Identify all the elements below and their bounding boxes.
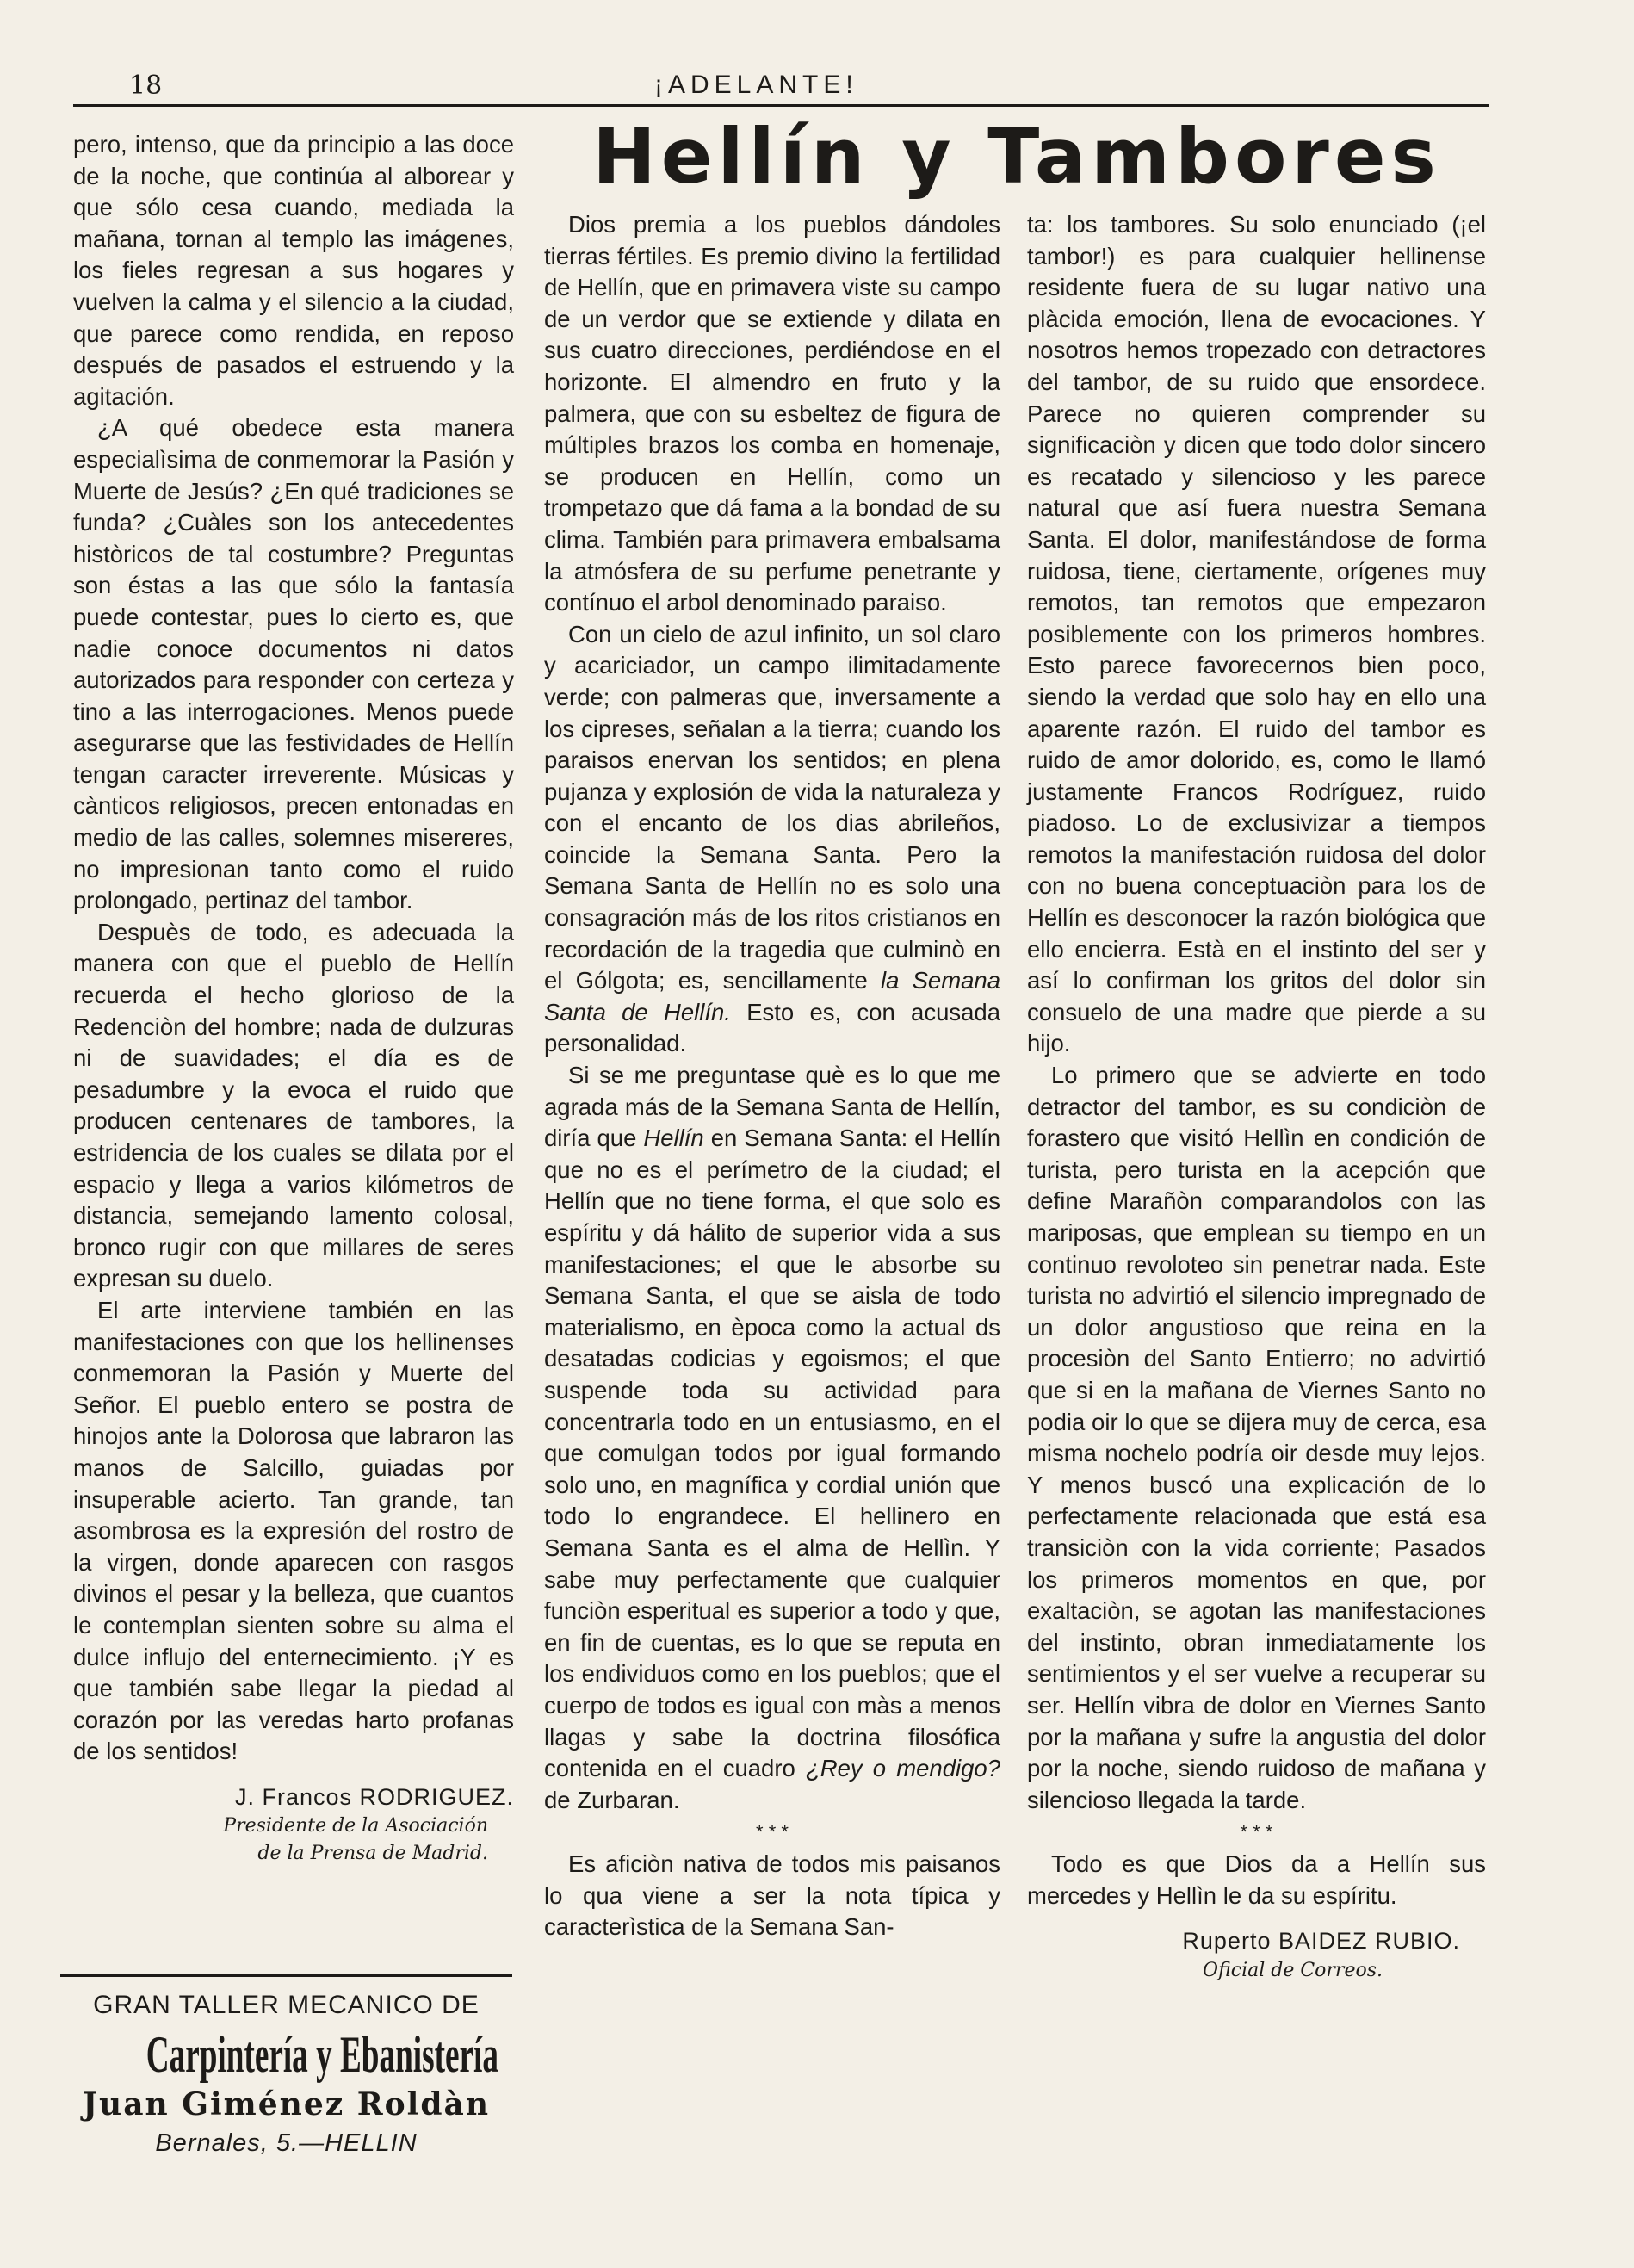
left-paragraph: Despuès de todo, es adecuada la manera con que el pueblo de Hellín recuerda el hecho glorioso de la Redenciòn del hombre; nada de dulzuras ni de suavidades; el día es de pesadumbre y la evoca el ruido que producen centenares de tambores, la estridencia de los cuales se dilata por el espacio y llega a varios kilómetros de distancia, semejando lamento colosal, bronco rugir con que millares de seres expresan su duelo. <box>73 918 514 1292</box>
mid-paragraph <box>544 619 1000 1060</box>
advertisement-rule <box>60 1974 512 1977</box>
left-author-role-2: de la Prensa de Madrid. <box>257 1843 488 1865</box>
ad-line-1: GRAN TALLER MECANICO DE <box>93 1991 480 2019</box>
ad-owner-name: Juan Giménez Roldàn <box>83 2086 490 2122</box>
ad-address: Bernales, 5.—HELLIN <box>155 2129 418 2157</box>
mid-italic-word: Hellín <box>643 1125 704 1152</box>
mid-paragraph: Es aficiòn nativa de todos mis paisanos lo qua viene a ser la nota típica y caracterìstica de la Semana San- <box>544 1850 1000 1941</box>
article-title: Hellín y Tambores <box>592 112 1441 201</box>
article-author-name: Ruperto BAIDEZ RUBIO. <box>1182 1928 1460 1955</box>
mid-paragraph <box>544 1060 1000 1816</box>
left-author-name: J. Francos RODRIGUEZ. <box>234 1783 514 1810</box>
mid-italic-title: ¿Rey o mendigo? <box>805 1755 1001 1782</box>
mid-paragraph-end: Esto es, con acusada personalidad. <box>544 998 1001 1057</box>
right-paragraph: Todo es que Dios da a Hellín sus mercedes y Hellìn le da su espíritu. <box>1027 1850 1486 1909</box>
mid-paragraph: Dios premia a los pueblos dándoles tierras fértiles. Es premio divino la fertilidad de Hellín, que en primavera viste su campo de un verdor que se extiende y dilata en sus cuatro direcciones, perdiéndose en el horizonte. El almendro en fruto y la palmera, que con su esbeltez de figura de múltiples brazos los comba en homenaje, se producen en Hellín, como un trompetazo que dá fama a la bondad de su clima. También para primavera embalsama la atmósfera de su perfume penetrante y contínuo el arbol denominado paraiso. <box>544 211 1000 617</box>
page-number: 18 <box>129 71 163 101</box>
left-paragraph: pero, intenso, que da principio a las doce de la noche, que continúa al alborear y que sólo cesa cuando, mediada la mañana, tornan al templo las imágenes, los fieles regresan a sus hogares y vuelven la calma y el silencio a la ciudad, que parece como rendida, en reposo después de pasados el estruendo y la agitación. <box>73 131 514 410</box>
right-paragraph: ta: los tambores. Su solo enunciado (¡el tambor!) es para cualquier hellinense residente fuera de su lugar nativo una plàcida emoción, llena de evocaciones. Y nosotros hemos tropezado con detractores del tambor, de su ruido que ensordece. Parece no quieren comprender su significaciòn y dicen que todo dolor sincero es recatado y silencioso y les parece natural que así fuera nuestra Semana Santa. El dolor, manifestándose de forma ruidosa, tiene, ciertamente, orígenes muy remotos, tan remotos que empezaron posiblemente con los primeros hombres. Esto parece favorecernos bien poco, siendo la verdad que solo hay en ello una aparente razón. El ruido del tambor es ruido de amor dolorido, es, como le llamó justamente Francos Rodríguez, ruido piadoso. Lo de exclusivizar a tiempos remotos la manifestación ruidosa del dolor con no buena conceptuaciòn para los de Hellín es desconocer la razón biológica que ello encierra. Està en el instinto del ser y así lo confirman los gritos del dolor sin consuelo de una madre que pierde a su hijo. <box>1027 211 1486 1057</box>
ad-business-name: Carpintería y Ebanistería <box>145 2026 498 2083</box>
right-column <box>1027 209 1486 1985</box>
mid-paragraph-rest: en Semana Santa: el Hellín que no es el perímetro de la ciudad; el Hellín que no tiene forma, el que solo es espíritu y dá hálito de superior vida a sus manifestaciones; el que le absorbe su Semana Santa, el que se aisla de todo materialismo, en època como la actual ds desatadas codicias y egoismos; el que suspende toda su actividad para concentrarla todo en un entusiasmo, en el que comulgan todos por igual formando solo uno, en magnífica y cordial unión que todo lo engrandece. El hellinero en Semana Santa es el alma de Hellìn. Y sabe muy perfectamente que cualquier funciòn esperitual es superior a todo y que, en fin de cuentas, es lo que se reputa en los endividuos como en los pueblos; que el cuerpo de todos es igual con màs a menos llagas y sabe la doctrina filosófica contenida en el cuadro <box>544 1125 1001 1782</box>
left-paragraph: ¿A qué obedece esta manera especialìsima de conmemorar la Pasión y Muerte de Jesús? ¿En qué tradiciones se funda? ¿Cuàles son los antecedentes històricos de tal costumbre? Preguntas son éstas a las que sólo la fantasía puede contestar, pues lo cierto es, que nadie conoce documentos ni datos autorizados para responder con certeza y tino a las interrogaciones. Menos puede asegurarse que las festividades de Hellín tengan caracter irreverente. Músicas y cànticos religiosos, precen entonadas en medio de las calles, solemnes misereres, no impresionan tanto como el ruido prolongado, pertinaz del tambor. <box>73 414 514 914</box>
left-column <box>73 129 514 1868</box>
right-paragraph: Lo primero que se advierte en todo detractor del tambor, es su condiciòn de forastero que visitó Hellìn en condición de turista, pero turista en la acepción que define Marañòn comparandolos con las mariposas, que emplean su tiempo en un continuo revoloteo sin penetrar nada. Este turista no advirtió el silencio impregnado de un dolor angustioso que reina en la procesiòn del Santo Entierro; no advirtió que si en la mañana de Viernes Santo no podia oir lo que se dijera muy de cerca, esa misma nochelo podría oir desde muy lejos. Y menos buscó una explicación de lo perfectamente relacionada que está esa transiciòn con la vida corriente; Pasados los primeros momentos en que, por exaltaciòn, se agotan las manifestaciones del instinto, obran inmediatamente los sentimientos y el ser vuelve a recuperar su ser. Hellín vibra de dolor en Viernes Santo por la mañana y sufre la angustia del dolor por la noche, siendo ruidoso de mañana y silencioso llegada la tarde. <box>1027 1062 1486 1813</box>
header-rule <box>73 104 1489 107</box>
publication-title: ¡ADELANTE! <box>654 71 858 99</box>
left-author-role-1: Presidente de la Asociación <box>223 1815 488 1837</box>
mid-paragraph-end: de Zurbaran. <box>544 1786 680 1813</box>
separator-stars: * * * <box>756 1821 789 1844</box>
mid-italic-phrase: la Semana Santa de Hellín. <box>544 967 1001 1026</box>
mid-paragraph-text: Si se me preguntase què es lo que me agrada más de la Semana Santa de Hellín, diría que <box>544 1062 1000 1152</box>
separator-stars: * * * <box>1240 1821 1273 1844</box>
left-paragraph: El arte interviene también en las manifestaciones con que los hellinenses conmemoran la Pasión y Muerte del Señor. El pueblo entero se postra de hinojos ante la Dolorosa que labraron las manos de Salcillo, guiadas por insuperable acierto. Tan grande, tan asombrosa es la expresión del rostro de la virgen, donde aparecen con rasgos divinos el pesar y la belleza, que cuantos le contemplan sienten sobre su alma el dulce influjo del enternecimiento. ¡Y es que también sabe llegar la piedad al corazón por las veredas harto profanas de los sentidos! <box>73 1296 514 1765</box>
advertisement <box>60 1991 512 2158</box>
middle-column <box>544 209 1000 1943</box>
mid-paragraph-text: Con un cielo de azul infinito, un sol claro y acariciador, un campo ilimitadamente verde; con palmeras que, inversamente a los cipreses, señalan a la tierra; cuando los paraisos enervan los sentidos; en plena pujanza y explosión de vida la naturaleza y con el encanto de los dias abrileños, coincide la Semana Santa. Pero la Semana Santa de Hellín no es solo una consagración más de los ritos cristianos en recordación de la tragedia que culminò en el Gólgota; es, sencillamente <box>544 620 1000 995</box>
article-author-role: Oficial de Correos. <box>1203 1960 1383 1982</box>
